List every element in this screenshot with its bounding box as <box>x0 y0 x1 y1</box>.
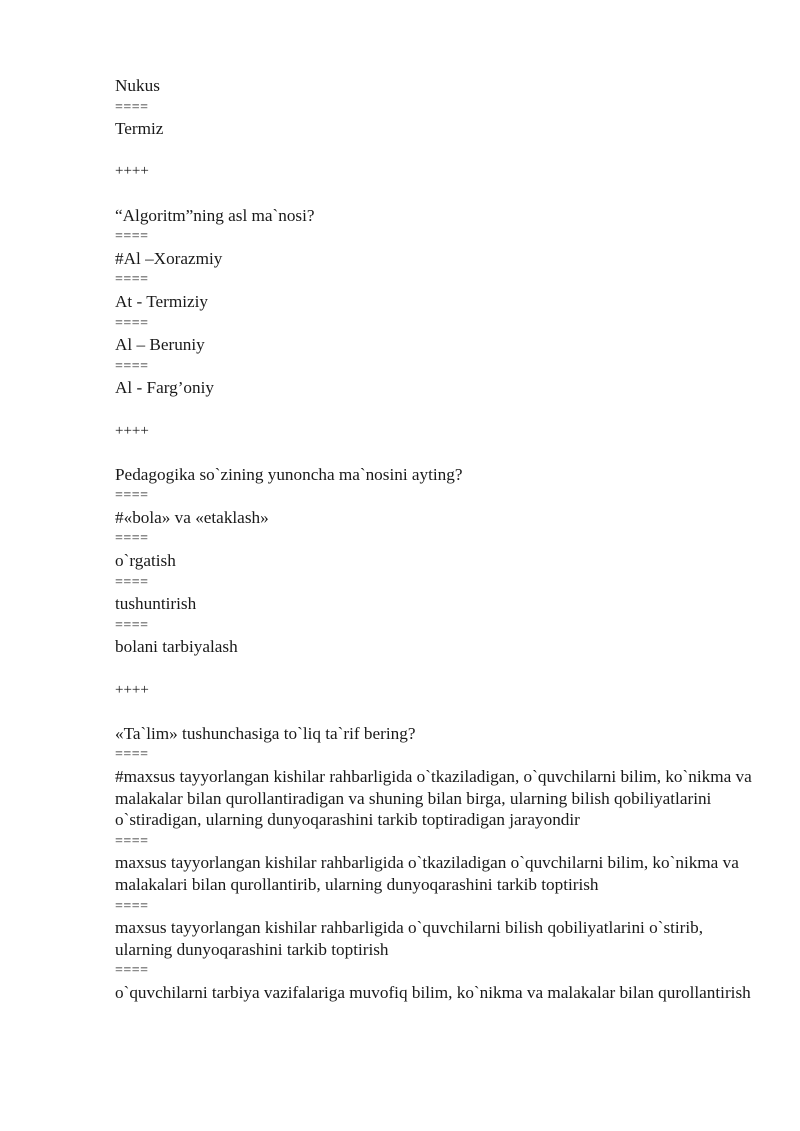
blank-line <box>115 658 755 680</box>
separator: ==== <box>115 358 149 374</box>
answer-option: At - Termiziy <box>115 291 208 311</box>
answer-option: bolani tarbiyalash <box>115 637 238 657</box>
blank-line <box>115 140 755 162</box>
separator: ==== <box>115 963 149 979</box>
separator: ==== <box>115 747 149 763</box>
separator: ==== <box>115 272 149 288</box>
question-text: «Ta`lim» tushunchasiga to`liq ta`rif bering? <box>115 723 416 743</box>
separator: ==== <box>115 99 149 115</box>
blank-line <box>115 701 755 723</box>
document-body <box>115 75 755 1004</box>
blank-line <box>115 442 755 464</box>
answer-option: Nukus <box>115 76 160 95</box>
separator: ==== <box>115 315 149 331</box>
question-delimiter: ++++ <box>115 163 149 180</box>
answer-option-correct: #Al –Xorazmiy <box>115 248 223 268</box>
answer-option: Termiz <box>115 119 164 139</box>
answer-option: tushuntirish <box>115 594 197 614</box>
separator: ==== <box>115 229 149 245</box>
answer-option: Al - Farg’oniy <box>115 378 214 398</box>
separator: ==== <box>115 531 149 547</box>
answer-option-correct: #«bola» va «etaklash» <box>115 507 269 527</box>
question-text: “Algoritm”ning asl ma`nosi? <box>115 205 315 225</box>
separator: ==== <box>115 833 149 849</box>
blank-line <box>115 399 755 421</box>
answer-option-correct: #maxsus tayyorlangan kishilar rahbarligida o`tkaziladigan, o`quvchilarni bilim, ko`nikma va malakalar bilan qurollantiradigan va shuning bilan birga, ularning bilish qobiliyatlarini o`stiradigan, ularning dunyoqarashini tarkib toptiradigan jarayondir <box>115 767 752 830</box>
separator: ==== <box>115 617 149 633</box>
question-delimiter: ++++ <box>115 681 149 698</box>
answer-option: maxsus tayyorlangan kishilar rahbarligida o`quvchilarni bilish qobiliyatlarini o`stirib, ularning dunyoqarashini tarkib toptirish <box>115 918 704 959</box>
answer-option: maxsus tayyorlangan kishilar rahbarligida o`tkaziladigan o`quvchilarni bilim, ko`nikma va malakalari bilan qurollantirib, ularning dunyoqarashini tarkib toptirish <box>115 853 739 894</box>
separator: ==== <box>115 574 149 590</box>
answer-option: o`rgatish <box>115 551 176 571</box>
blank-line <box>115 183 755 205</box>
answer-option: Al – Beruniy <box>115 335 205 355</box>
separator: ==== <box>115 898 149 914</box>
question-text: Pedagogika so`zining yunoncha ma`nosini ayting? <box>115 464 463 484</box>
answer-option: o`quvchilarni tarbiya vazifalariga muvofiq bilim, ko`nikma va malakalar bilan qurollantirish <box>115 982 751 1002</box>
question-delimiter: ++++ <box>115 422 149 439</box>
separator: ==== <box>115 488 149 504</box>
